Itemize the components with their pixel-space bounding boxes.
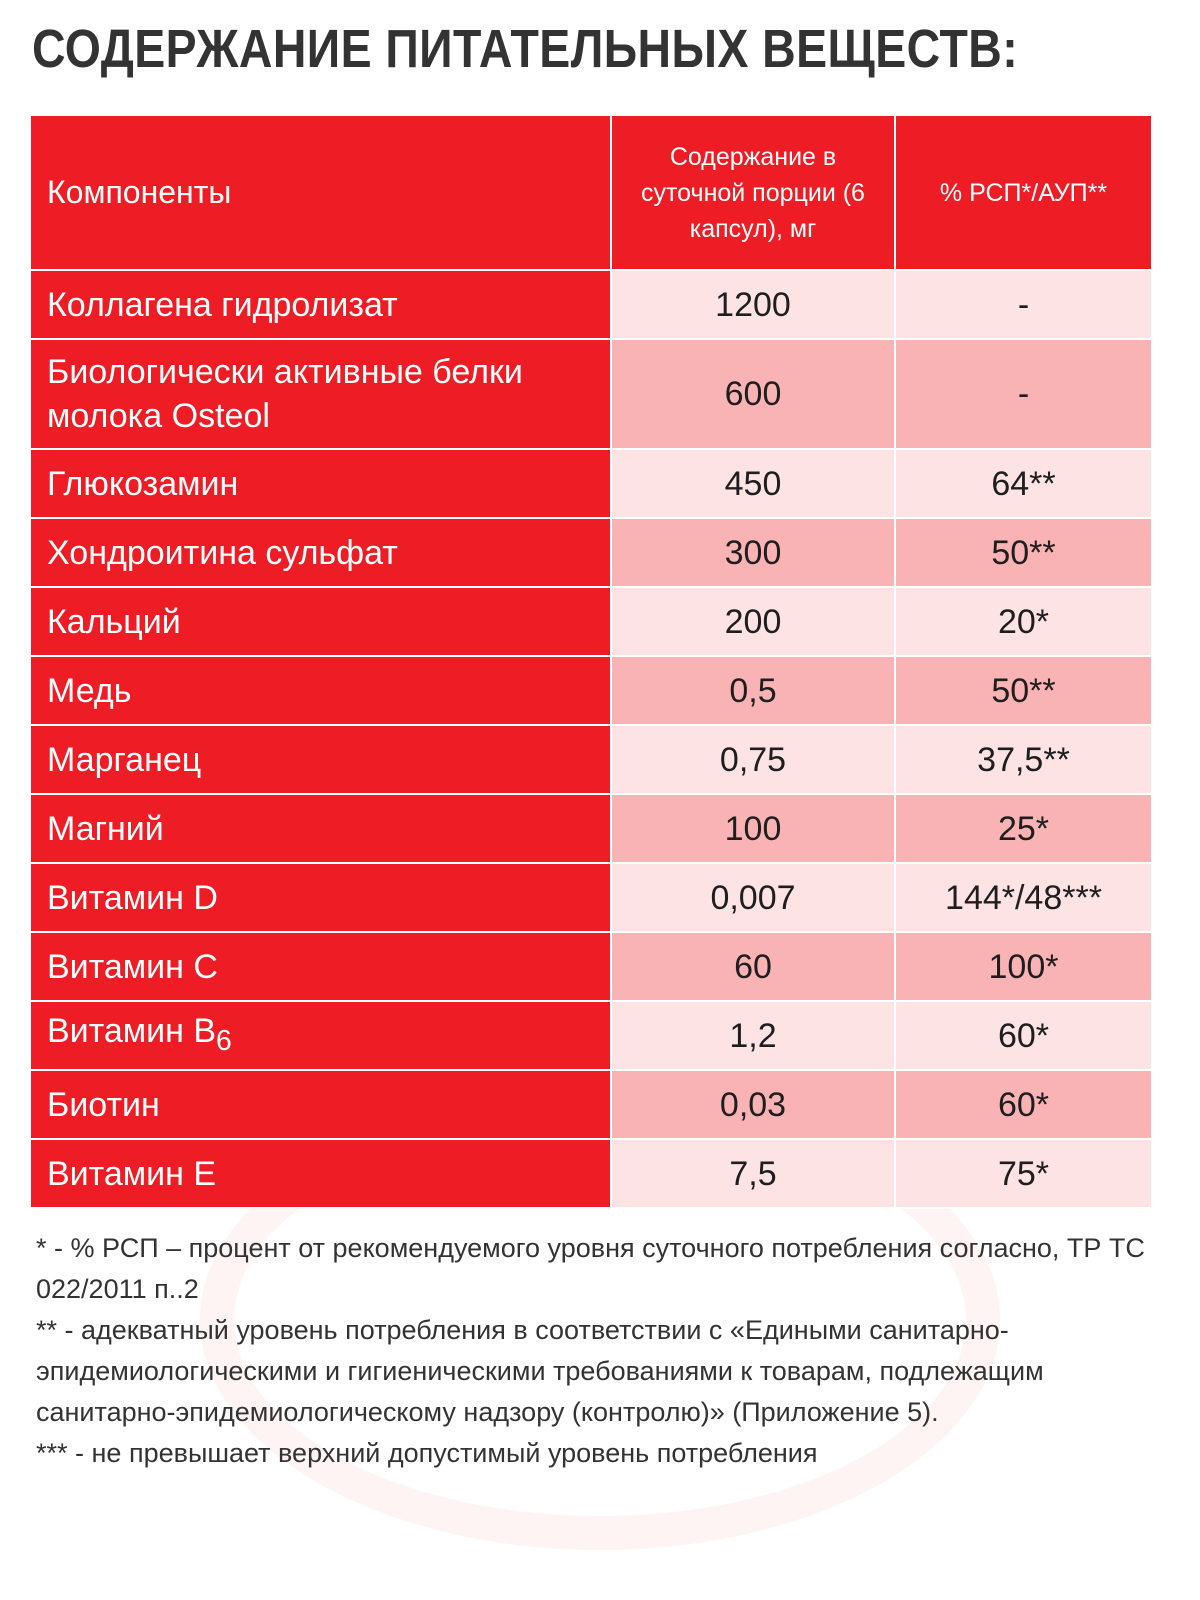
table-row (30, 270, 1152, 339)
component-percent: 100* (895, 932, 1152, 1001)
component-amount: 1,2 (611, 1001, 895, 1070)
component-name: Хондроитина сульфат (30, 518, 611, 587)
component-name: Магний (30, 794, 611, 863)
footnote-rsp: * - % РСП – процент от рекомендуемого уровня суточного потребления согласно, ТР ТС 022/2011 п..2 (36, 1233, 1145, 1304)
component-percent: - (895, 270, 1152, 339)
table-row (30, 656, 1152, 725)
component-amount: 200 (611, 587, 895, 656)
component-percent: 25* (895, 794, 1152, 863)
component-name: Витамин Е (30, 1139, 611, 1208)
component-amount: 100 (611, 794, 895, 863)
component-name-subscript: 6 (216, 1024, 232, 1057)
component-amount: 300 (611, 518, 895, 587)
component-percent: 144*/48*** (895, 863, 1152, 932)
component-name: Медь (30, 656, 611, 725)
table-row (30, 1001, 1152, 1070)
component-name: Кальций (30, 587, 611, 656)
component-percent: - (895, 339, 1152, 449)
component-amount: 1200 (611, 270, 895, 339)
table-row (30, 1139, 1152, 1208)
component-amount: 0,007 (611, 863, 895, 932)
component-percent: 50** (895, 518, 1152, 587)
component-percent: 37,5** (895, 725, 1152, 794)
table-row (30, 587, 1152, 656)
component-percent: 20* (895, 587, 1152, 656)
component-name: Марганец (30, 725, 611, 794)
page-title: СОДЕРЖАНИЕ ПИТАТЕЛЬНЫХ ВЕЩЕСТВ: (32, 19, 1019, 79)
component-amount: 0,5 (611, 656, 895, 725)
component-name: Коллагена гидролизат (30, 270, 611, 339)
footnotes (36, 1228, 1166, 1474)
component-name: Глюкозамин (30, 449, 611, 518)
table-row (30, 863, 1152, 932)
nutrients-table (29, 114, 1153, 1209)
component-amount: 0,03 (611, 1070, 895, 1139)
component-percent: 64** (895, 449, 1152, 518)
component-amount: 600 (611, 339, 895, 449)
component-name (30, 1001, 611, 1070)
component-name: Биотин (30, 1070, 611, 1139)
table-row (30, 518, 1152, 587)
footnote-upper-limit: *** - не превышает верхний допустимый уровень потребления (36, 1438, 818, 1468)
component-percent: 60* (895, 1001, 1152, 1070)
component-name: Витамин С (30, 932, 611, 1001)
table-row (30, 1070, 1152, 1139)
table-row (30, 339, 1152, 449)
column-header-component: Компоненты (30, 115, 611, 270)
nutrients-table-container (29, 114, 1151, 1209)
component-percent: 75* (895, 1139, 1152, 1208)
table-row (30, 794, 1152, 863)
table-row (30, 449, 1152, 518)
component-amount: 7,5 (611, 1139, 895, 1208)
component-percent: 50** (895, 656, 1152, 725)
component-percent: 60* (895, 1070, 1152, 1139)
component-name: Витамин D (30, 863, 611, 932)
table-row (30, 725, 1152, 794)
component-name: Биологически активные белки молока Osteol (30, 339, 611, 449)
table-header-row (30, 115, 1152, 270)
table-row (30, 932, 1152, 1001)
footnote-aup: ** - адекватный уровень потребления в соответствии с «Едиными санитарно-эпидемиологическими и гигиеническими требованиями к товарам, подлежащим санитарно-эпидемиологическому надзору (контролю)» (Приложение 5). (36, 1315, 1044, 1427)
column-header-amount: Содержание в суточной порции (6 капсул), мг (611, 115, 895, 270)
column-header-percent: % РСП*/АУП** (895, 115, 1152, 270)
component-amount: 60 (611, 932, 895, 1001)
component-amount: 0,75 (611, 725, 895, 794)
component-name-text: Витамин B (47, 1011, 217, 1050)
component-amount: 450 (611, 449, 895, 518)
